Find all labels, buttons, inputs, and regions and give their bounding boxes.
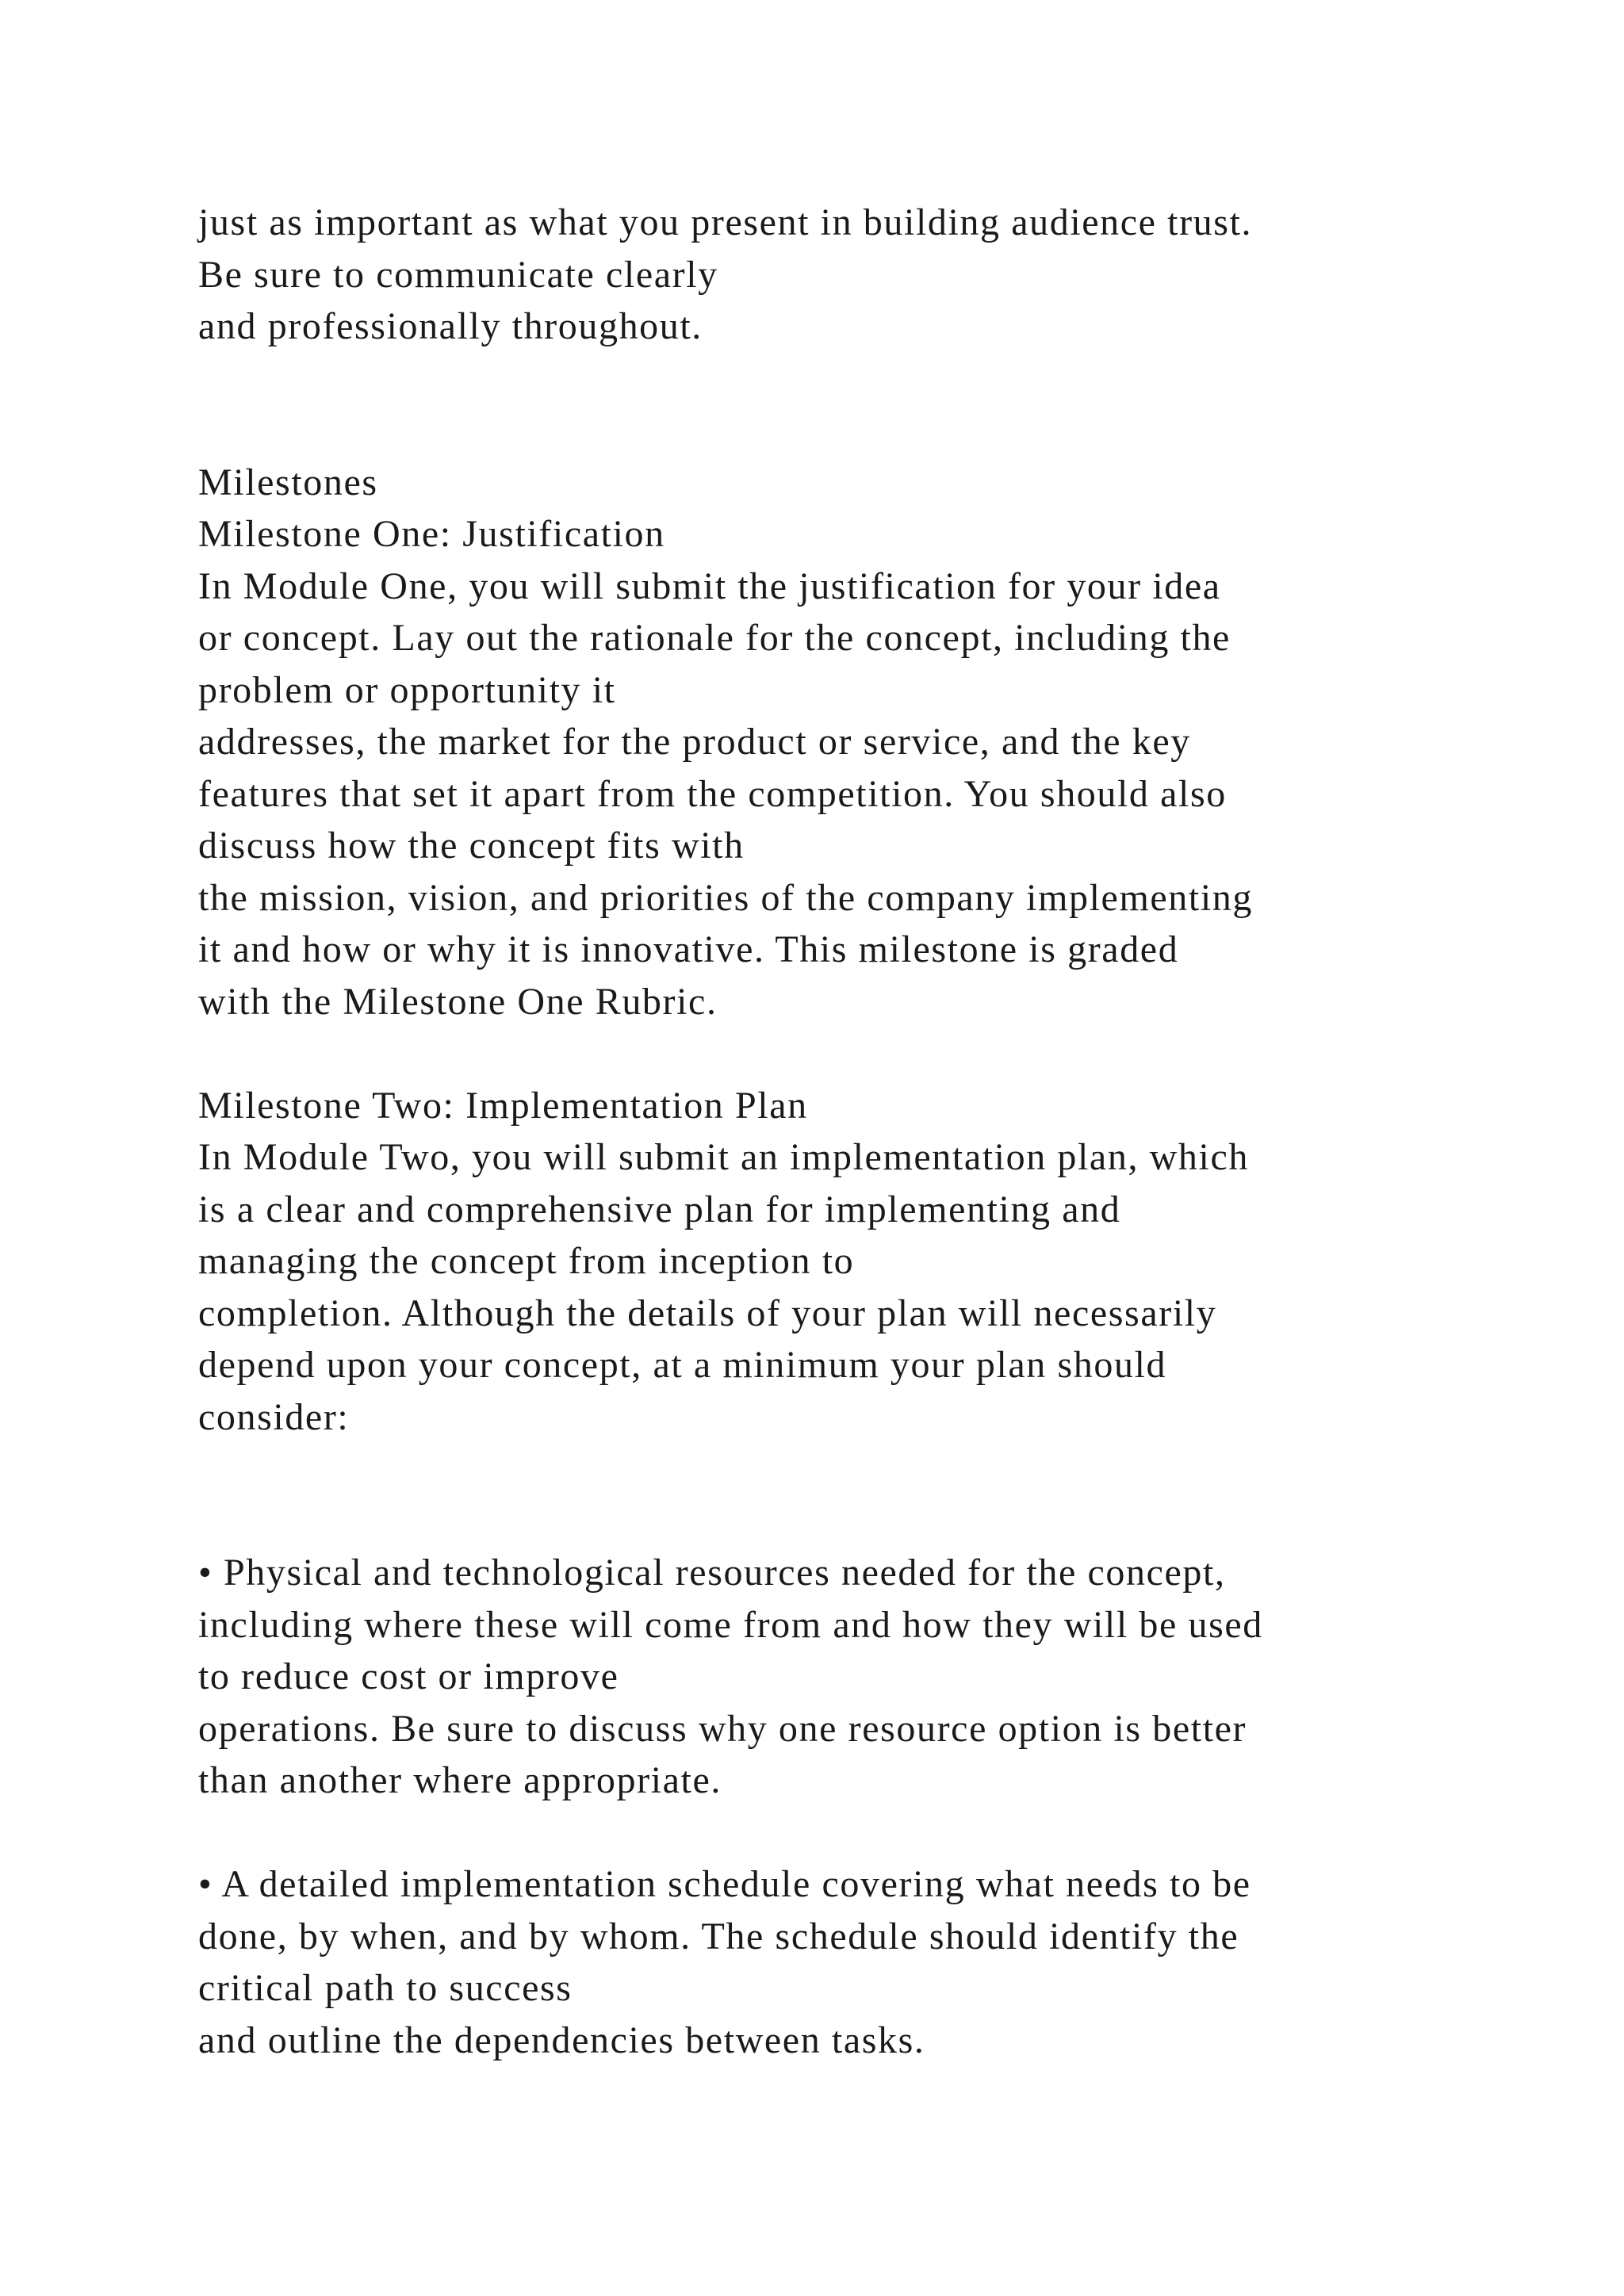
bullet-item-resources: • Physical and technological resources needed for the concept, [198,1552,1226,1594]
blank-line [198,404,1546,457]
text-line: critical path to success [198,1967,573,2009]
text-line: addresses, the market for the product or service, and the key [198,721,1191,763]
milestone-one-heading: Milestone One: Justification [198,513,665,555]
text-line: discuss how the concept fits with [198,825,745,867]
text-line: and professionally throughout. [198,305,703,347]
text-line: depend upon your concept, at a minimum your plan should [198,1344,1167,1386]
text-line: it and how or why it is innovative. This milestone is graded [198,928,1179,970]
text-line: just as important as what you present in building audience trust. [198,201,1253,243]
text-line: In Module Two, you will submit an implementation plan, which [198,1136,1249,1178]
section-heading: Milestones [198,461,378,503]
text-line: done, by when, and by whom. The schedule should identify the [198,1915,1239,1957]
bullet-item-schedule: • A detailed implementation schedule covering what needs to be [198,1863,1251,1905]
text-line: than another where appropriate. [198,1759,722,1801]
text-line: problem or opportunity it [198,668,616,711]
blank-line [198,1443,1546,1495]
text-line: or concept. Lay out the rationale for the concept, including the [198,617,1231,659]
text-line: is a clear and comprehensive plan for implementing and [198,1188,1121,1230]
blank-line [198,353,1546,405]
text-line: operations. Be sure to discuss why one resource option is better [198,1707,1247,1750]
text-line: the mission, vision, and priorities of the company implementing [198,876,1253,919]
text-line: to reduce cost or improve [198,1655,619,1697]
text-line: consider: [198,1395,350,1438]
text-line: completion. Although the details of your plan will necessarily [198,1292,1217,1334]
document-page [198,197,1546,2066]
blank-line [198,1807,1546,1859]
text-line: and outline the dependencies between tasks. [198,2019,925,2061]
milestone-two-heading: Milestone Two: Implementation Plan [198,1084,808,1127]
text-line: Be sure to communicate clearly [198,253,718,296]
text-line: with the Milestone One Rubric. [198,980,718,1023]
blank-line [198,1495,1546,1548]
text-line: features that set it apart from the competition. You should also [198,772,1227,815]
text-line: including where these will come from and how they will be used [198,1603,1263,1646]
text-line: managing the concept from inception to [198,1240,855,1282]
blank-line [198,1027,1546,1080]
text-line: In Module One, you will submit the justification for your idea [198,564,1221,607]
